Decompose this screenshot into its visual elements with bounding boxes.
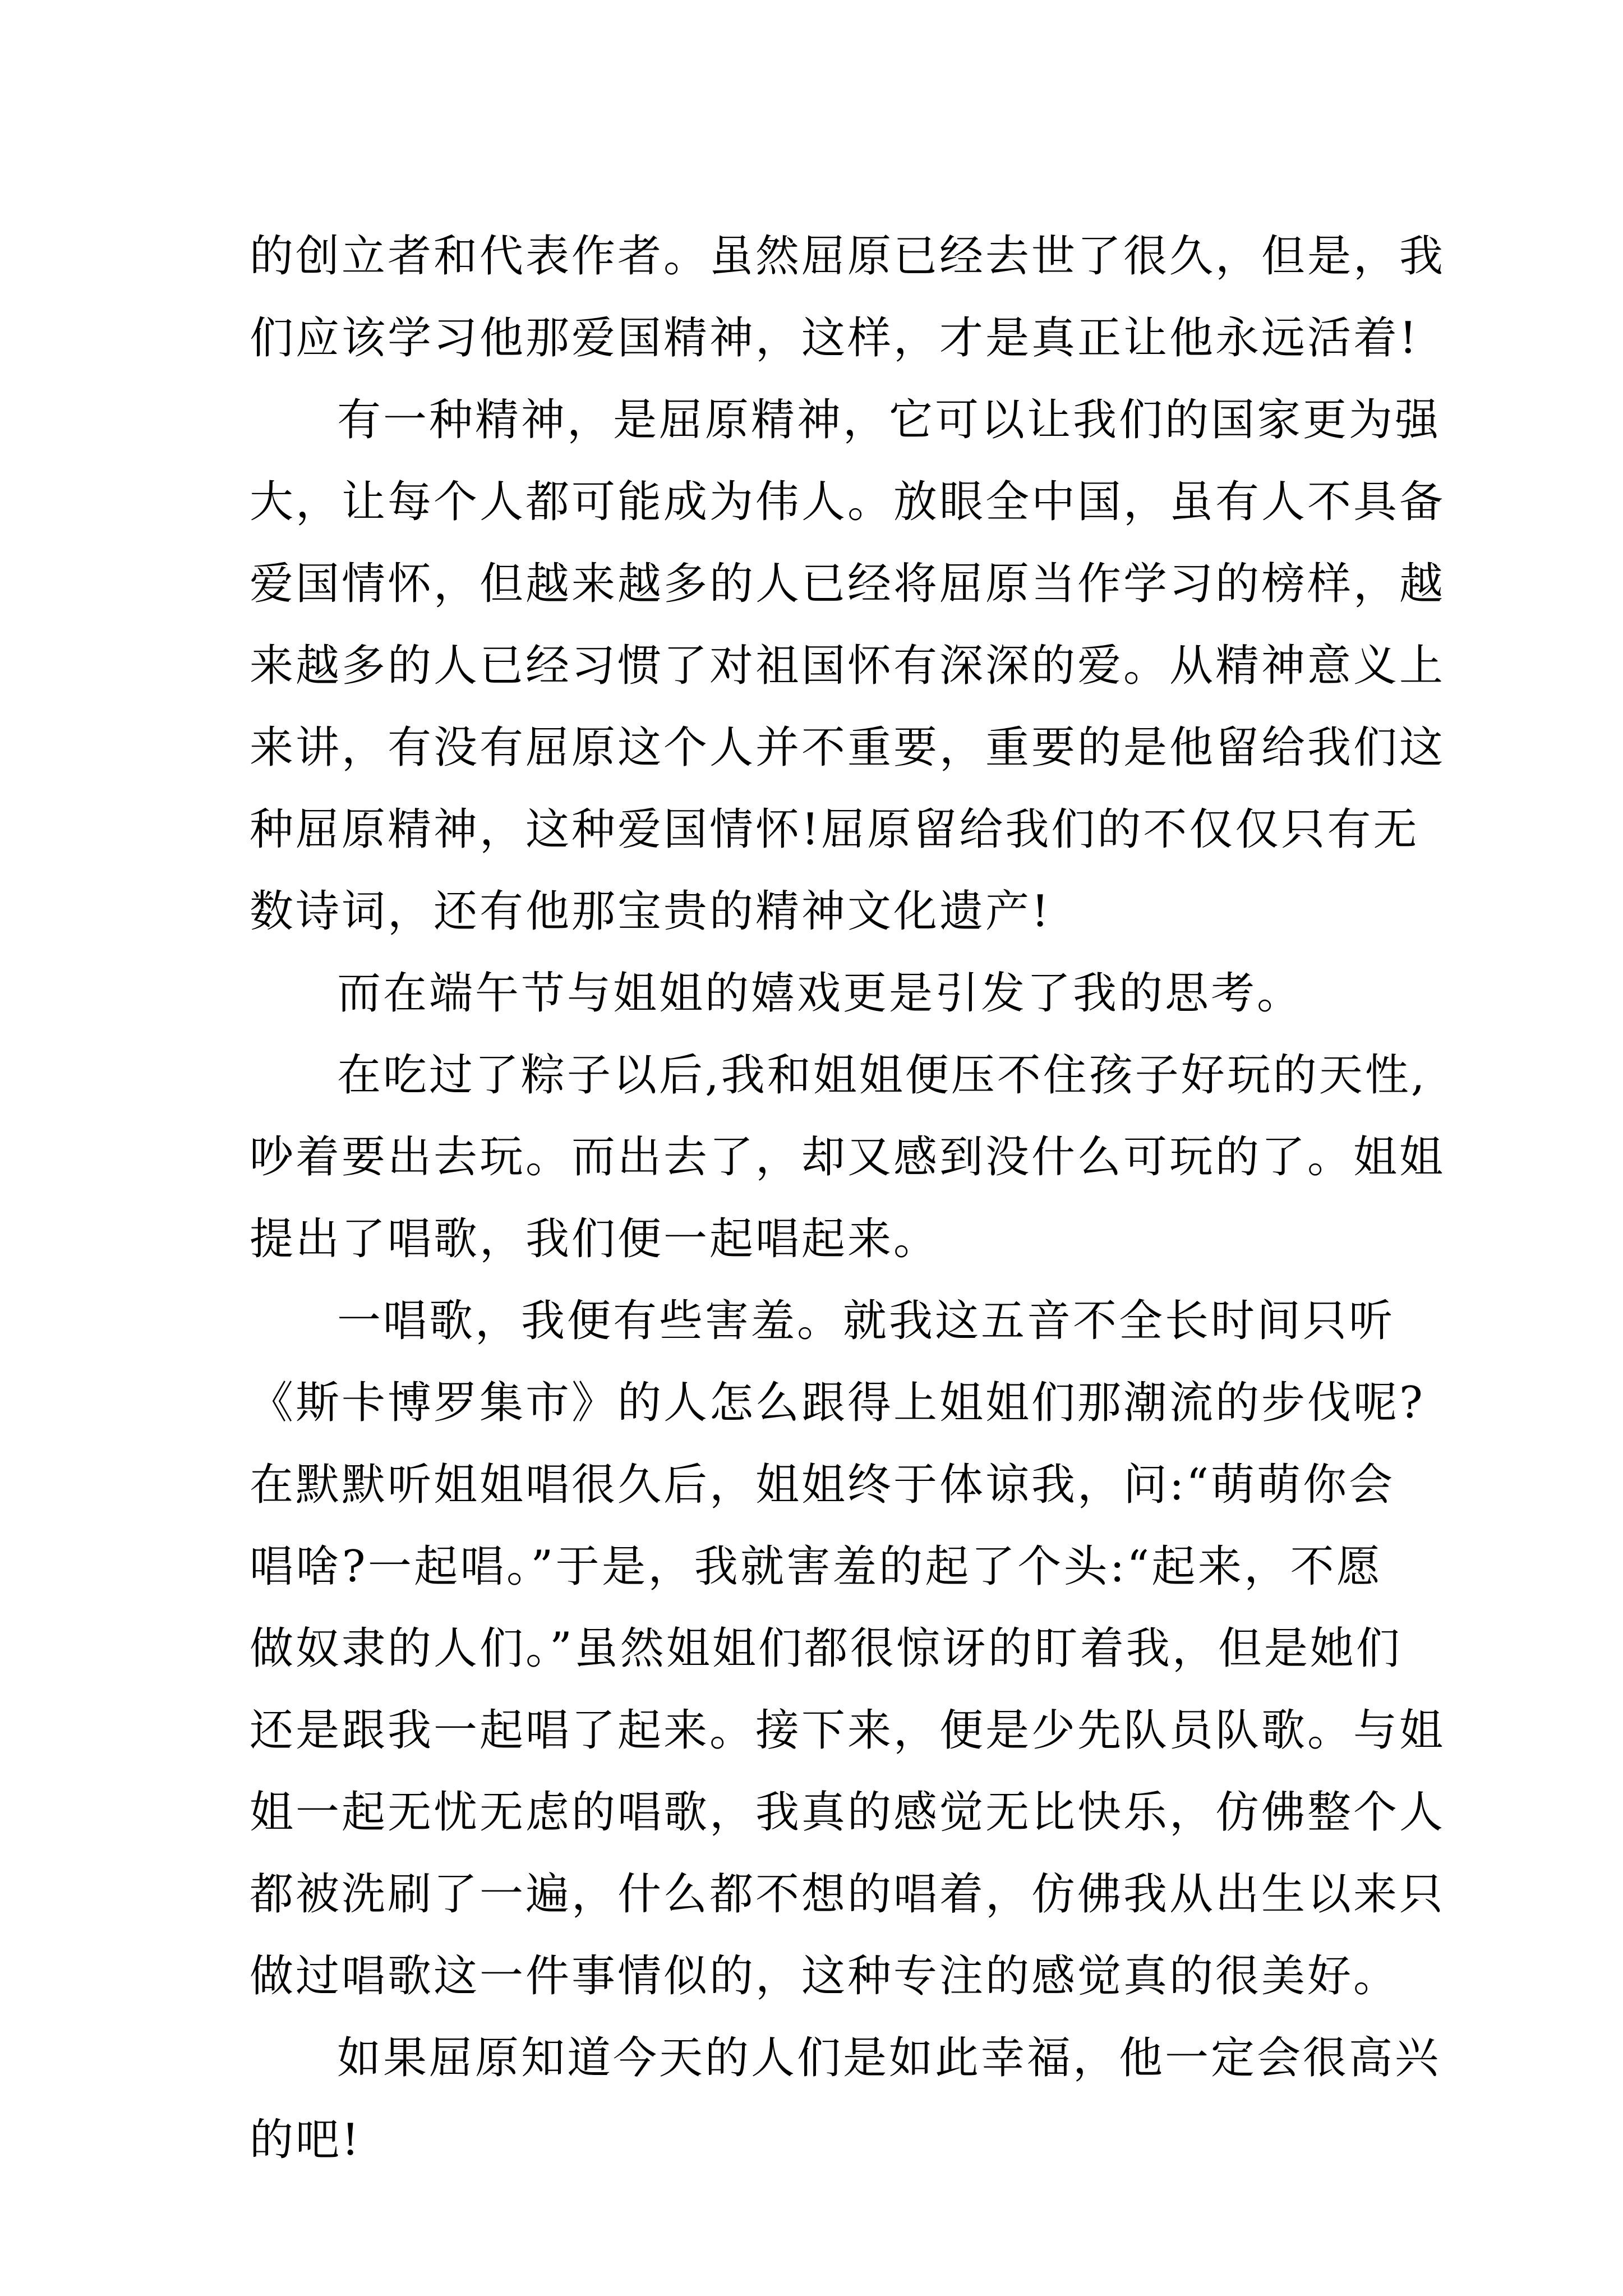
text-line: 数诗词，还有他那宝贵的精神文化遗产! xyxy=(250,886,1052,937)
text-line: 来讲，有没有屈原这个人并不重要，重要的是他留给我们这 xyxy=(250,723,1446,773)
paragraph-3 xyxy=(250,953,1382,1034)
text-line: 做过唱歌这一件事情似的，这种专注的感觉真的很美好。 xyxy=(250,1951,1400,2001)
text-line: 来越多的人已经习惯了对祖国怀有深深的爱。从精神意义上 xyxy=(250,641,1446,691)
paragraph-4 xyxy=(250,1034,1446,1280)
text-line: 大，让每个人都可能成为伟人。放眼全中国，虽有人不具备 xyxy=(250,477,1446,527)
text-line: 还是跟我一起唱了起来。接下来，便是少先队员队歌。与姐 xyxy=(250,1705,1446,1756)
body-text xyxy=(250,215,1446,2181)
text-line: 姐一起无忧无虑的唱歌，我真的感觉无比快乐，仿佛整个人 xyxy=(250,1787,1446,1838)
text-line: 都被洗刷了一遍，什么都不想的唱着，仿佛我从出生以来只 xyxy=(250,1869,1446,1920)
text-line: 在吃过了粽子以后,我和姐姐便压不住孩子好玩的天性, xyxy=(337,1050,1427,1101)
text-line: 种屈原精神，这种爱国情怀!屈原留给我们的不仅仅只有无 xyxy=(250,804,1419,855)
text-line: 而在端午节与姐姐的嬉戏更是引发了我的思考。 xyxy=(337,968,1303,1019)
text-line: 有一种精神，是屈原精神，它可以让我们的国家更为强 xyxy=(337,395,1441,445)
text-line: 吵着要出去玩。而出去了，却又感到没什么可玩的了。姐姐 xyxy=(250,1132,1446,1182)
paragraph-2 xyxy=(250,379,1446,953)
text-line: 的创立者和代表作者。虽然屈原已经去世了很久，但是，我 xyxy=(250,231,1446,282)
text-line: 爱国情怀，但越来越多的人已经将屈原当作学习的榜样，越 xyxy=(250,559,1446,609)
text-line: 做奴隶的人们。”虽然姐姐们都很惊讶的盯着我，但是她们 xyxy=(250,1623,1402,1674)
paragraph-1 xyxy=(250,215,1446,379)
paragraph-6 xyxy=(250,2017,1441,2181)
text-line: 唱啥?一起唱。”于是，我就害羞的起了个头:“起来，不愿 xyxy=(250,1542,1382,1592)
text-line: 如果屈原知道今天的人们是如此幸福，他一定会很高兴 xyxy=(337,2033,1441,2083)
text-line: 们应该学习他那爱国精神，这样，才是真正让他永远活着! xyxy=(250,313,1419,364)
text-line: 提出了唱歌，我们便一起唱起来。 xyxy=(250,1214,940,1264)
paragraph-5 xyxy=(250,1280,1446,2017)
text-line: 一唱歌，我便有些害羞。就我这五音不全长时间只听 xyxy=(337,1296,1395,1346)
text-line: 在默默听姐姐唱很久后，姐姐终于体谅我，问:“萌萌你会 xyxy=(250,1460,1395,1510)
text-line: 的吧! xyxy=(250,2115,362,2165)
text-line: 《斯卡博罗集市》的人怎么跟得上姐姐们那潮流的步伐呢? xyxy=(250,1378,1425,1428)
